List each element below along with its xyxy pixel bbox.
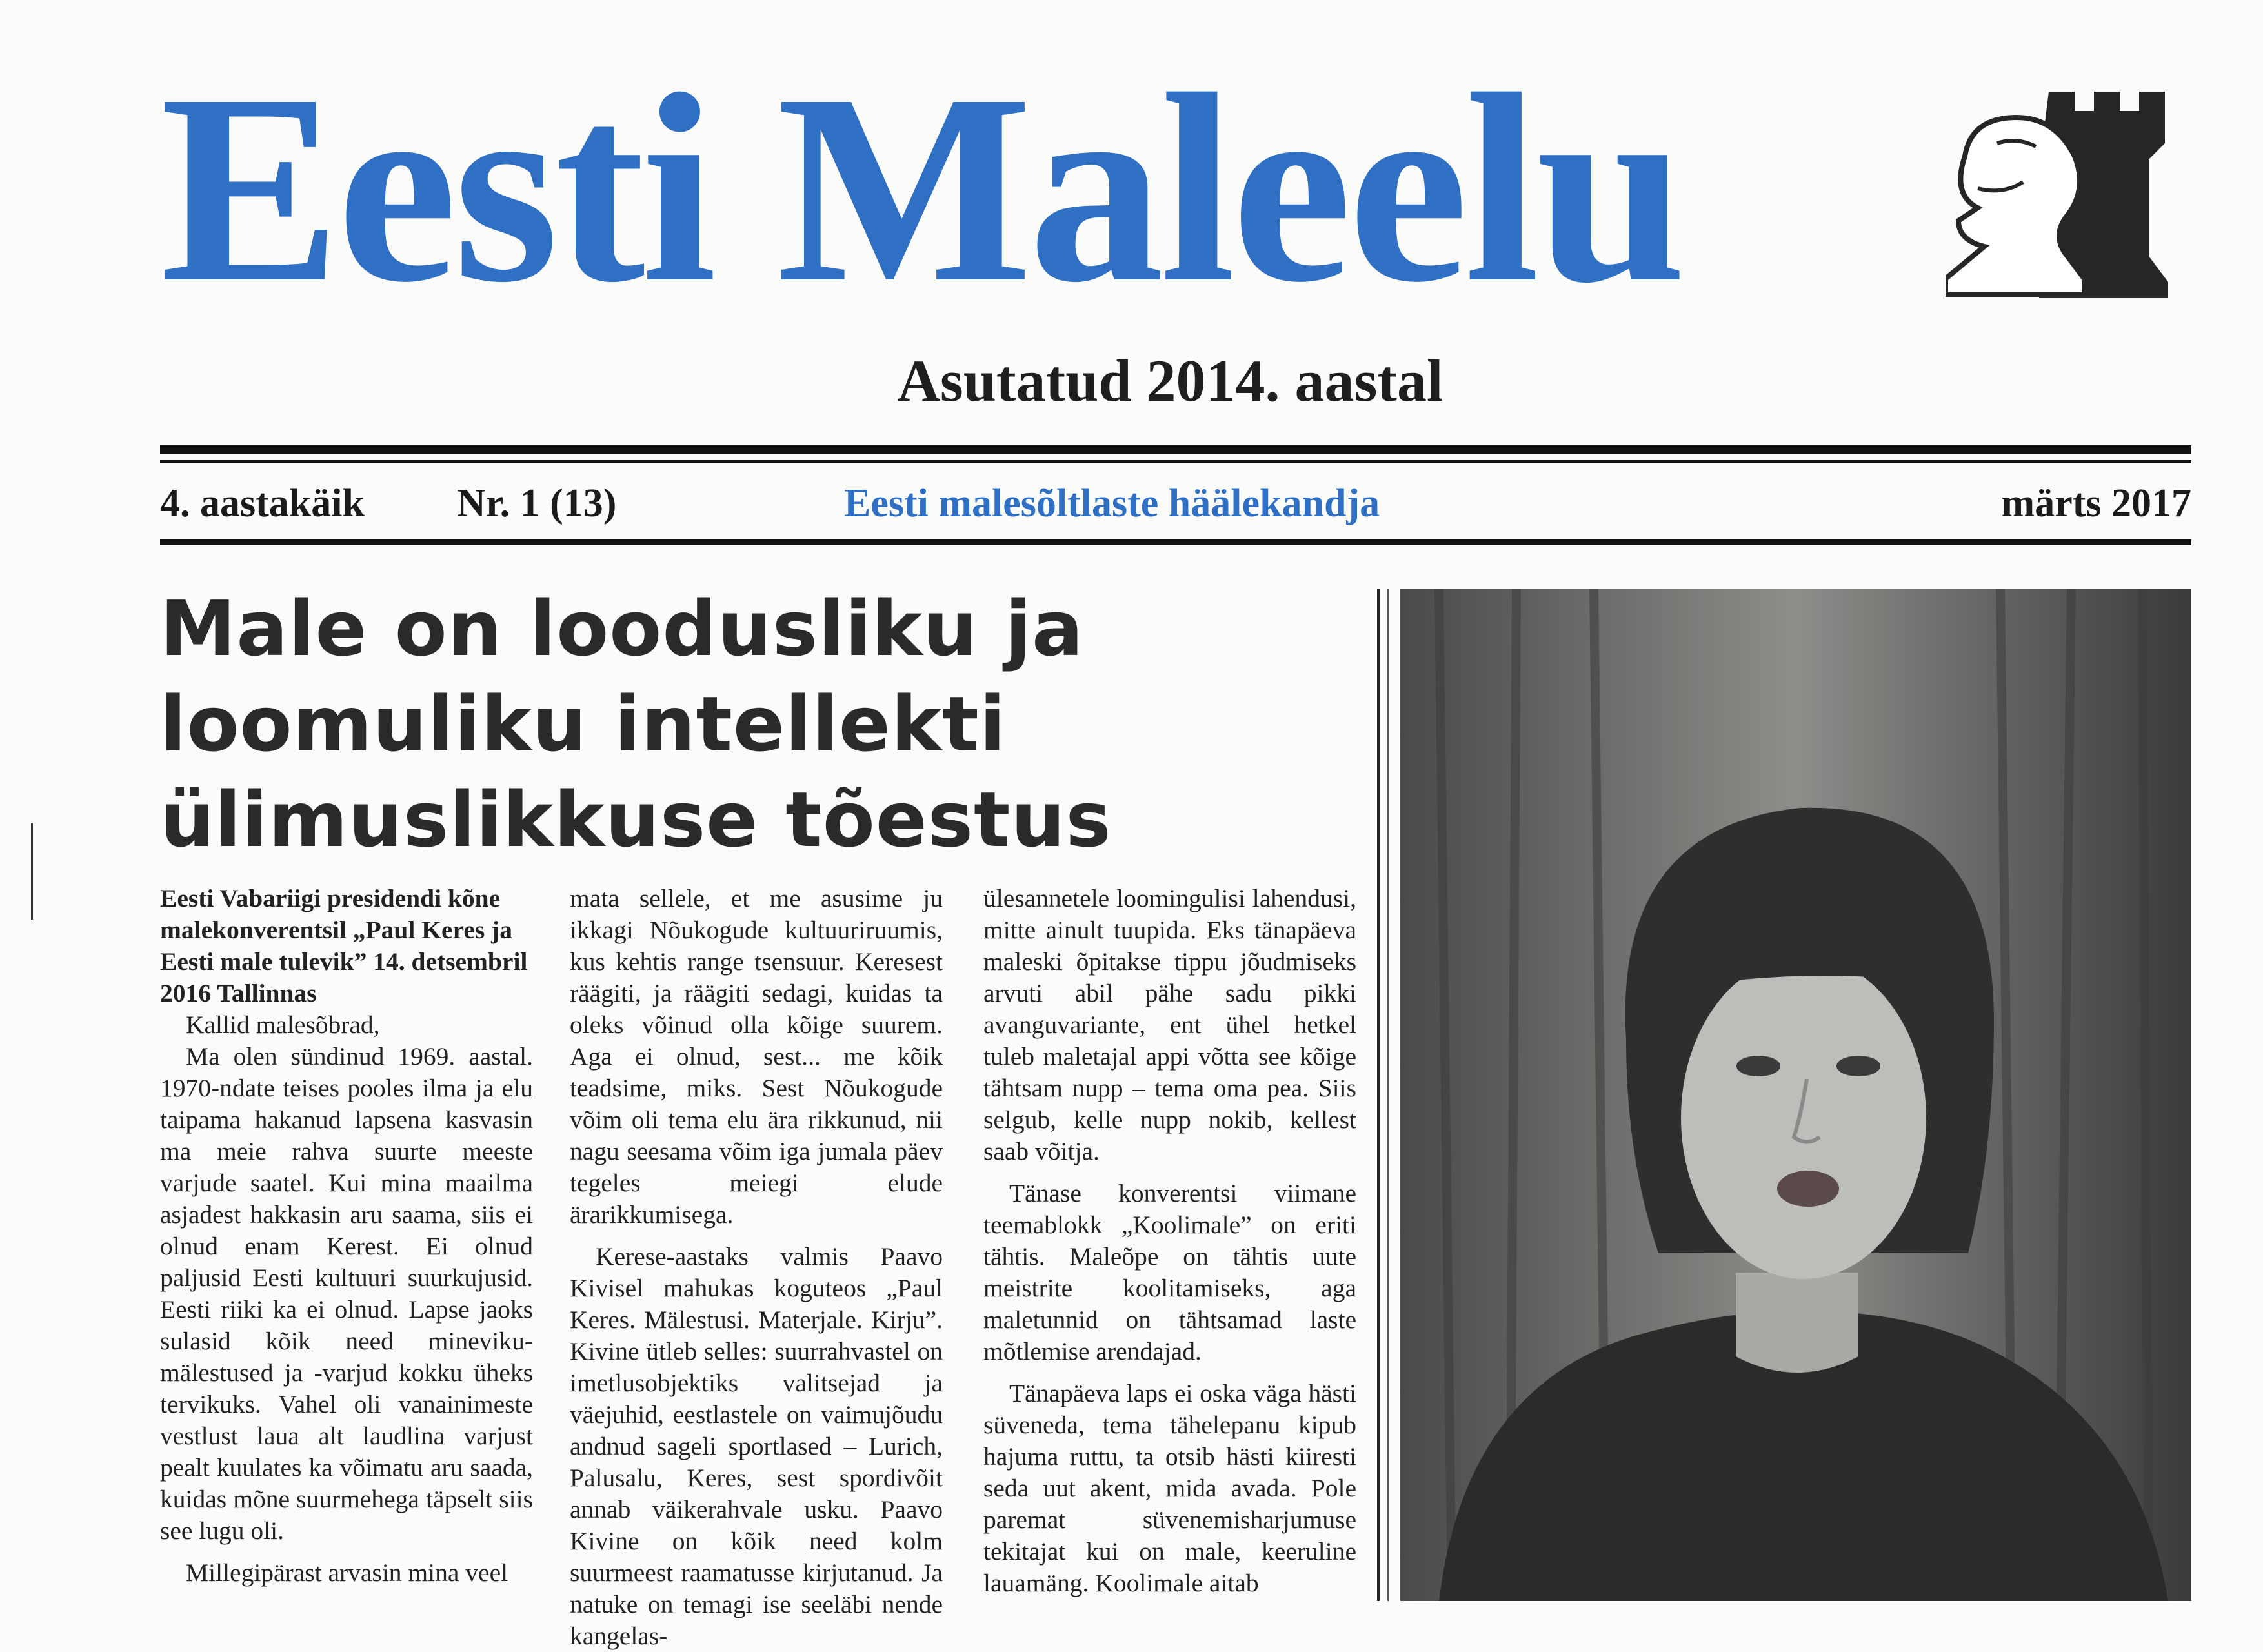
info-bar [160,471,2191,536]
founded-line: Asutatud 2014. aastal [897,348,1443,414]
paragraph: Tänase konverentsi viimane teemablokk „Koolimale” on eriti tähtis. Maleõpe on tähtis uute meistrite koolitamiseks, aga maletunnid on tähtsamad laste mõtlemise arendajad. [983,1179,1356,1365]
scan-margin-mark [31,823,33,920]
article-headline [160,581,1373,867]
tagline: Eesti malesõltlaste häälekandja [844,481,1380,525]
issue-date: märts 2017 [2001,481,2191,525]
column-divider [1377,589,1380,1601]
article-column-2 [570,883,943,1652]
article-column-3 [983,883,1356,1599]
paragraph: Kallid malesõbrad, [186,1011,380,1039]
volume-label: 4. aastakäik [160,481,365,525]
masthead-title: Eesti Maleelu [160,38,1683,338]
paragraph: mata sellele, et me asusime ju ikkagi Nõukogude kultuuriruumis, kus kehtis range tsensuur. Keresest räägiti, ja räägiti sedagi, kuidas ta oleks võinud olla kõige suurem. Aga ei olnud, sest... me kõik teadsime, miks. Sest Nõukogude võim oli tema elu ära rikkunud, nii nagu seesama võim iga jumala päev tegeles meiegi elude ärarikkumisega. [570,884,943,1229]
article-lead: Eesti Vabariigi presidendi kõne malekonverentsil „Paul Keres ja Eesti male tulevik” 14. detsembril 2016 Tallinnas [160,884,528,1007]
headline-line: loomuliku intellekti [160,680,1007,769]
article-column-1 [160,883,533,1589]
paragraph: Millegipärast arvasin mina veel [186,1558,508,1587]
bottom-rule [160,539,2191,545]
headline-line: ülimuslikkuse tõestus [160,775,1112,864]
top-rule-thin [160,460,2191,463]
top-rule [160,445,2191,454]
column-divider [1387,589,1389,1601]
paragraph: Ma olen sündinud 1969. aastal. 1970-ndate teises pooles ilma ja elu taipama hakanud lapsena kasvasin ma meie rahva suurte meeste varjude saatel. Kui mina maailma asjadest hakkasin aru saama, siis ei olnud enam Kerest. Ei olnud paljusid Eesti kultuuri suurkujusid. Eesti riiki ka ei olnud. Lapse jaoks sulasid kõik need mineviku-mälestused ja -varjud kokku üheks tervikuks. Vahel oli vanainimeste vestlust laua alt laudlina varjust pealt kuulates ka võimatu aru saada, kuidas mõne suurmehega täpselt siis see lugu oli. [160,1042,533,1545]
paragraph: Kerese-aastaks valmis Paavo Kivisel mahukas koguteos „Paul Keres. Mälestusi. Materjale. Kirju”. Kivine ütleb selles: suurrahvastel on imetlusobjektiks valitsejad ja väejuhid, eestlastele on vaimujõudu andnud sageli sportlased – Lurich, Palusalu, Keres, sest spordivõit annab väikerahvale usku. Paavo Kivine on kõik need kolm suurmeest raamatusse kirjutanud. Ja natuke on temagi ise seeläbi nende kangelas- [570,1242,943,1650]
issue-number: Nr. 1 (13) [457,481,617,525]
paragraph: Tänapäeva laps ei oska väga hästi süveneda, tema tähelepanu kipub hajuma ruttu, ta otsib hästi kiiresti seda uut akent, mida avada. Pole paremat süvenemisharjumuse tekitajat kui on male, keeruline lauamäng. Koolimale aitab [983,1379,1356,1597]
speaker-photo [1400,589,2191,1601]
paragraph: ülesannetele loomingulisi lahendusi, mitte ainult tuupida. Eks tänapäeva maleski õpitakse tippu jõudmiseks arvuti abil pähe sadu pikki avanguvariante, ent ühel hetkel tuleb maletajal appi võtta see kõige tähtsam nupp – tema oma pea. Siis selgub, kelle nupp nokib, kellest saab võitja. [983,884,1356,1165]
headline-line: Male on loodusliku ja [160,584,1084,673]
chess-knight-rook-icon [1946,79,2210,311]
